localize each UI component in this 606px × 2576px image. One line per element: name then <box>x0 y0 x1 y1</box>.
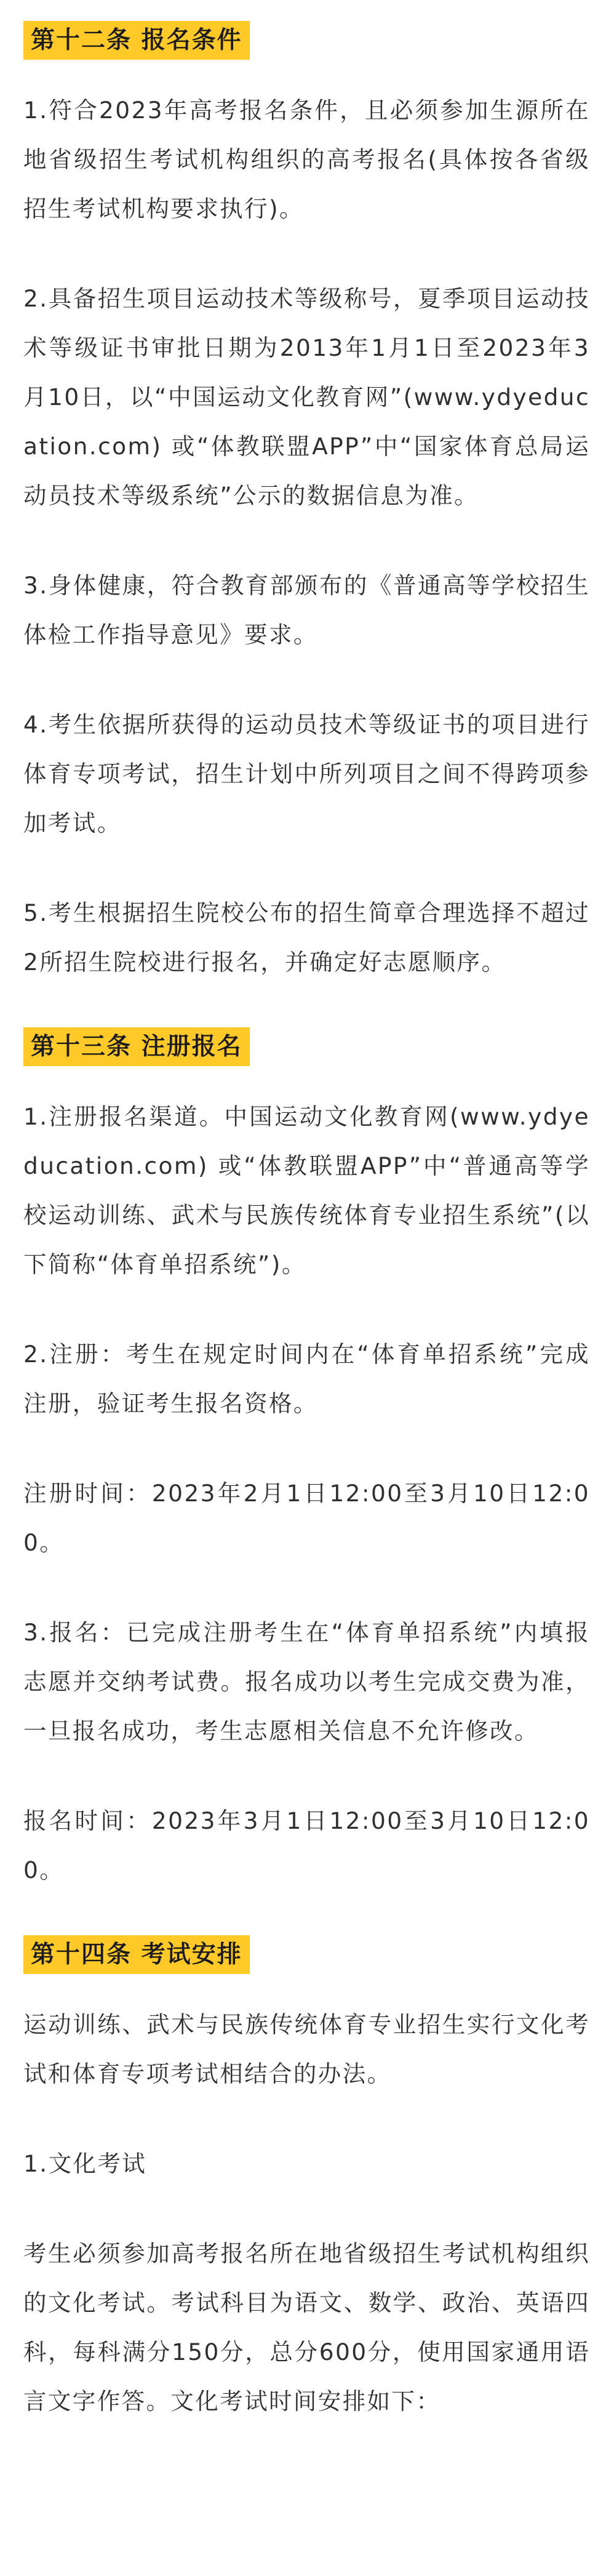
section-14-heading-wrap <box>23 1935 590 1974</box>
s14-paragraph-3: 考生必须参加高考报名所在地省级招生考试机构组织的文化考试。考试科目为语文、数学、政治、英语四科，每科满分150分，总分600分，使用国家通用语言文字作答。文化考试时间安排如下： <box>23 2240 590 2415</box>
s13-paragraph-4: 3.报名：已完成注册考生在“体育单招系统”内填报志愿并交纳考试费。报名成功以考生完成交费为准，一旦报名成功，考生志愿相关信息不允许修改。 <box>23 1619 590 1744</box>
s12-paragraph-3: 3.身体健康，符合教育部颁布的《普通高等学校招生体检工作指导意见》要求。 <box>23 572 590 648</box>
s12-paragraph-4: 4.考生依据所获得的运动员技术等级证书的项目进行体育专项考试，招生计划中所列项目之间不得跨项参加考试。 <box>23 711 590 837</box>
section-heading-13: 第十三条 注册报名 <box>23 1027 250 1066</box>
s14-paragraph-1: 运动训练、武术与民族传统体育专业招生实行文化考试和体育专项考试相结合的办法。 <box>23 2011 590 2087</box>
s13-paragraph-5: 报名时间：2023年3月1日12:00至3月10日12:00。 <box>23 1807 590 1884</box>
section-heading-12: 第十二条 报名条件 <box>23 21 250 60</box>
section-13-heading-wrap <box>23 1027 590 1066</box>
section-12-heading-wrap <box>23 21 590 60</box>
s13-paragraph-1: 1.注册报名渠道。中国运动文化教育网(www.ydyeducation.com) 或“体教联盟APP”中“普通高等学校运动训练、武术与民族传统体育专业招生系统”(以下简称“体育单招系统”)。 <box>23 1103 590 1278</box>
s12-paragraph-5: 5.考生根据招生院校公布的招生简章合理选择不超过2所招生院校进行报名，并确定好志愿顺序。 <box>23 899 590 976</box>
s13-paragraph-3: 注册时间：2023年2月1日12:00至3月10日12:00。 <box>23 1480 590 1556</box>
s13-paragraph-2: 2.注册：考生在规定时间内在“体育单招系统”完成注册，验证考生报名资格。 <box>23 1341 590 1417</box>
section-heading-14: 第十四条 考试安排 <box>23 1935 250 1974</box>
s12-paragraph-2: 2.具备招生项目运动技术等级称号，夏季项目运动技术等级证书审批日期为2013年1月1日至2023年3月10日，以“中国运动文化教育网”(www.ydyeducation.com) 或“体教联盟APP”中“国家体育总局运动员技术等级系统”公示的数据信息为准。 <box>23 285 590 509</box>
s12-paragraph-1: 1.符合2023年高考报名条件，且必须参加生源所在地省级招生考试机构组织的高考报名(具体按各省级招生考试机构要求执行)。 <box>23 97 590 222</box>
s14-paragraph-2: 1.文化考试 <box>23 2150 147 2177</box>
